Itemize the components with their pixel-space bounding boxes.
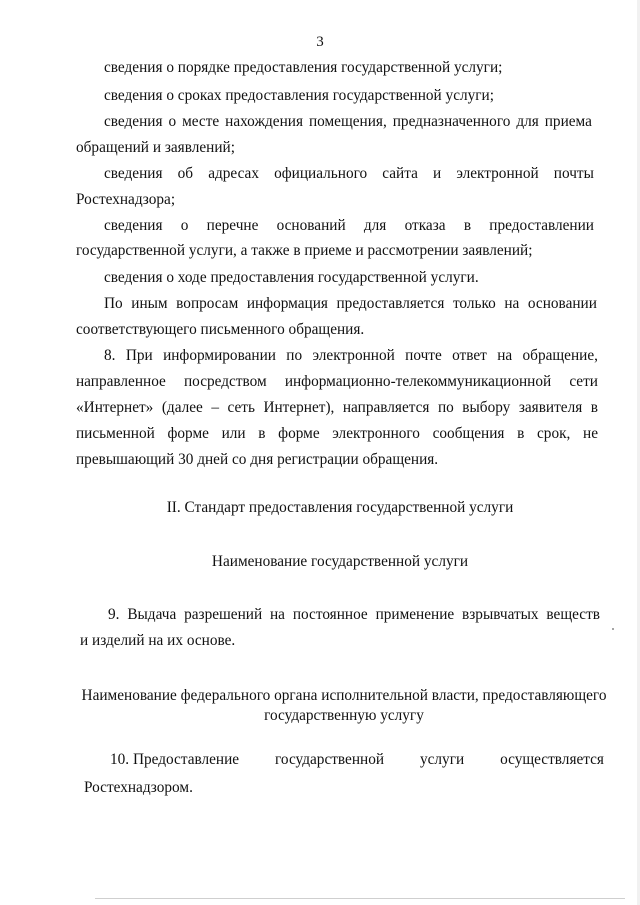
word: «Интернет» — [76, 399, 154, 416]
word: о — [168, 113, 177, 130]
scan-speck — [612, 628, 614, 630]
word: услуги — [419, 751, 465, 768]
paragraph-10-line2: Ростехнадзором. — [84, 779, 193, 796]
word: форме — [167, 425, 209, 442]
word: для — [516, 113, 539, 130]
word: выбору — [462, 399, 511, 416]
word: предоставлении — [489, 217, 594, 234]
paragraph-8-line1 — [104, 346, 598, 366]
word: об — [177, 165, 194, 182]
word: перечне — [206, 217, 259, 234]
list-item-terms: сведения о сроках предоставления государственной услуги; — [104, 87, 494, 104]
word: месте — [182, 113, 220, 130]
word: Выдача — [127, 606, 177, 623]
word: осуществляется — [500, 751, 604, 768]
word: приема — [544, 113, 592, 130]
word: ответ — [452, 347, 487, 364]
word: информационно-телекоммуникационной — [284, 373, 552, 390]
word: заявителя — [518, 399, 583, 416]
word: По — [104, 295, 123, 312]
word: сети — [569, 373, 598, 390]
word: форме — [278, 425, 320, 442]
word: для — [363, 217, 387, 234]
subheading-service-name: Наименование государственной услуги — [211, 553, 469, 570]
paragraph-8-line3 — [76, 398, 598, 418]
list-item-refusal-line1 — [104, 216, 594, 236]
word: 9. — [108, 606, 120, 623]
word: 10. Предоставление — [110, 751, 240, 768]
word: сведения — [104, 165, 163, 182]
word: информировании — [163, 347, 276, 364]
word: не — [583, 425, 598, 442]
word: электронной — [456, 165, 539, 182]
subheading-agency-line1: Наименование федерального органа исполнительной власти, предоставляющего — [81, 687, 607, 704]
word: основании — [527, 295, 597, 312]
word: сведения — [104, 113, 163, 130]
word: о — [180, 217, 189, 234]
word: сообщения — [432, 425, 505, 442]
word: иным — [131, 295, 168, 312]
word: срок, — [537, 425, 571, 442]
word: – — [211, 399, 219, 416]
word: предоставляется — [336, 295, 445, 312]
word: сведения — [104, 217, 163, 234]
word: (далее — [161, 399, 203, 416]
word: в — [258, 425, 266, 442]
other-questions-line1 — [104, 294, 597, 314]
word: почты — [553, 165, 594, 182]
word: применение — [375, 606, 455, 623]
word: в — [590, 399, 598, 416]
scan-bottom-edge — [95, 898, 625, 899]
word: постоянное — [292, 606, 368, 623]
word: официального — [274, 165, 368, 182]
list-item-place-line2: обращений и заявлений; — [76, 139, 235, 156]
paragraph-8-line5: превышающий 30 дней со дня регистрации обращения. — [76, 451, 439, 468]
word: сайта — [382, 165, 418, 182]
section-title: II. Стандарт предоставления государственной услуги — [166, 499, 514, 516]
word: При — [125, 347, 153, 364]
paragraph-10-line1 — [110, 750, 604, 770]
word: электронного — [332, 425, 420, 442]
word: Интернет), — [263, 399, 335, 416]
word: на — [504, 295, 520, 312]
word: только — [452, 295, 496, 312]
word: отказа — [404, 217, 446, 234]
paragraph-8-line2 — [76, 372, 598, 392]
page-number: 3 — [316, 34, 324, 50]
word: направленное — [76, 373, 166, 390]
word: 8. — [104, 347, 116, 364]
word: по — [437, 399, 454, 416]
word: разрешений — [184, 606, 263, 623]
word: на — [497, 347, 513, 364]
word: почте — [405, 347, 442, 364]
word: письменной — [76, 425, 155, 442]
word: информация — [246, 295, 328, 312]
other-questions-line2: соответствующего письменного обращения. — [76, 321, 365, 338]
word: в — [517, 425, 525, 442]
list-item-refusal-line2: государственной услуги, а также в приеме и рассмотрении заявлений; — [76, 242, 533, 259]
word: электронной — [312, 347, 395, 364]
word: на — [270, 606, 285, 623]
word: адресах — [208, 165, 259, 182]
list-item-order: сведения о порядке предоставления государственной услуги; — [104, 59, 503, 76]
paragraph-8-line4 — [76, 424, 598, 444]
paragraph-9-line2: и изделий на их основе. — [80, 632, 236, 649]
word: по — [286, 347, 303, 364]
word: помещения, — [308, 113, 387, 130]
word: нахождения — [225, 113, 303, 130]
word: сеть — [227, 399, 255, 416]
word: веществ — [546, 606, 600, 623]
word: оснований — [276, 217, 346, 234]
subheading-agency-line2: государственную услугу — [264, 707, 424, 724]
word: государственной — [275, 751, 385, 768]
word: или — [221, 425, 246, 442]
list-item-place-line1 — [104, 112, 592, 132]
list-item-addresses-line2: Ростехнадзора; — [76, 191, 176, 208]
paragraph-9-line1 — [108, 605, 600, 625]
list-item-progress: сведения о ходе предоставления государственной услуги. — [104, 269, 479, 286]
word: в — [463, 217, 472, 234]
word: посредством — [184, 373, 267, 390]
word: вопросам — [176, 295, 239, 312]
word: предназначенного — [392, 113, 511, 130]
word: направляется — [342, 399, 430, 416]
word: обращение, — [522, 347, 598, 364]
list-item-addresses-line1 — [104, 164, 594, 184]
word: и — [433, 165, 442, 182]
word: взрывчатых — [462, 606, 539, 623]
